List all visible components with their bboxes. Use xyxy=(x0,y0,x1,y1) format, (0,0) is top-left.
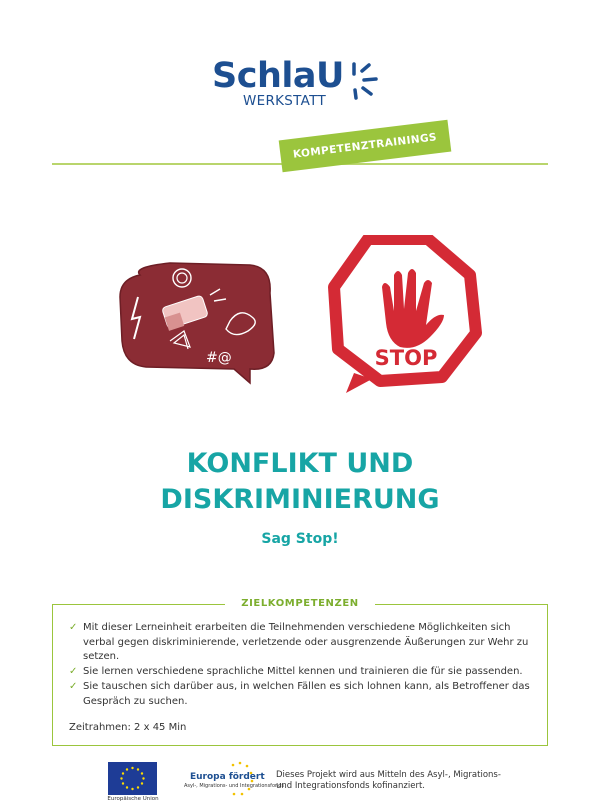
list-item-text: Sie lernen verschiedene sprachliche Mittel kennen und trainieren die für sie passenden. xyxy=(83,666,523,677)
category-tag: KOMPETENZTRAININGS xyxy=(279,120,452,172)
europe-funds-sub: Asyl-, Migrations- und Integrationsfonds xyxy=(184,783,284,789)
competence-heading: ZIELKOMPETENZEN xyxy=(225,597,375,611)
list-item xyxy=(69,680,531,709)
eu-caption: Europäische Union xyxy=(107,796,159,802)
title-line-2: DISKRIMINIERUNG xyxy=(160,484,440,515)
sun-rays-icon xyxy=(346,60,386,100)
illustration xyxy=(110,235,490,400)
list-item-text: Mit dieser Lerneinheit erarbeiten die Teilnehmenden verschiedene Möglichkeiten sich verbal gegen diskriminierende, verletzende oder ausgrenzende Äußerungen zur Wehr zu setzen. xyxy=(83,622,529,662)
schlau-logo xyxy=(212,56,392,118)
europe-funds-label: Europa fördert xyxy=(190,772,265,782)
subtitle: Sag Stop! xyxy=(261,531,339,547)
stop-sign-icon xyxy=(334,239,476,393)
time-frame: Zeitrahmen: 2 x 45 Min xyxy=(69,722,187,733)
stop-sign-text: STOP xyxy=(374,346,438,370)
check-icon: ✓ xyxy=(69,622,78,633)
list-item xyxy=(69,621,531,665)
eu-flag-icon xyxy=(108,762,157,795)
list-item xyxy=(69,665,531,680)
competence-box xyxy=(52,598,548,746)
list-item-text: Sie tauschen sich darüber aus, in welchen Fällen es sich lohnen kann, als Betroffener das Gespräch zu suchen. xyxy=(83,681,530,707)
competence-list xyxy=(69,621,531,710)
logo-main-text: SchlaU xyxy=(212,56,344,96)
title-line-1: KONFLIKT UND xyxy=(186,448,414,479)
check-icon: ✓ xyxy=(69,681,78,692)
conflict-speech-bubble-icon xyxy=(120,263,274,383)
footer xyxy=(0,758,600,800)
project-funding-text: Dieses Projekt wird aus Mitteln des Asyl-, Migrations- und Integrationsfonds kofinanziert. xyxy=(276,770,501,791)
check-icon: ✓ xyxy=(69,666,78,677)
svg-text:#@: #@ xyxy=(206,350,232,366)
logo-sub-text: WERKSTATT xyxy=(243,93,327,109)
